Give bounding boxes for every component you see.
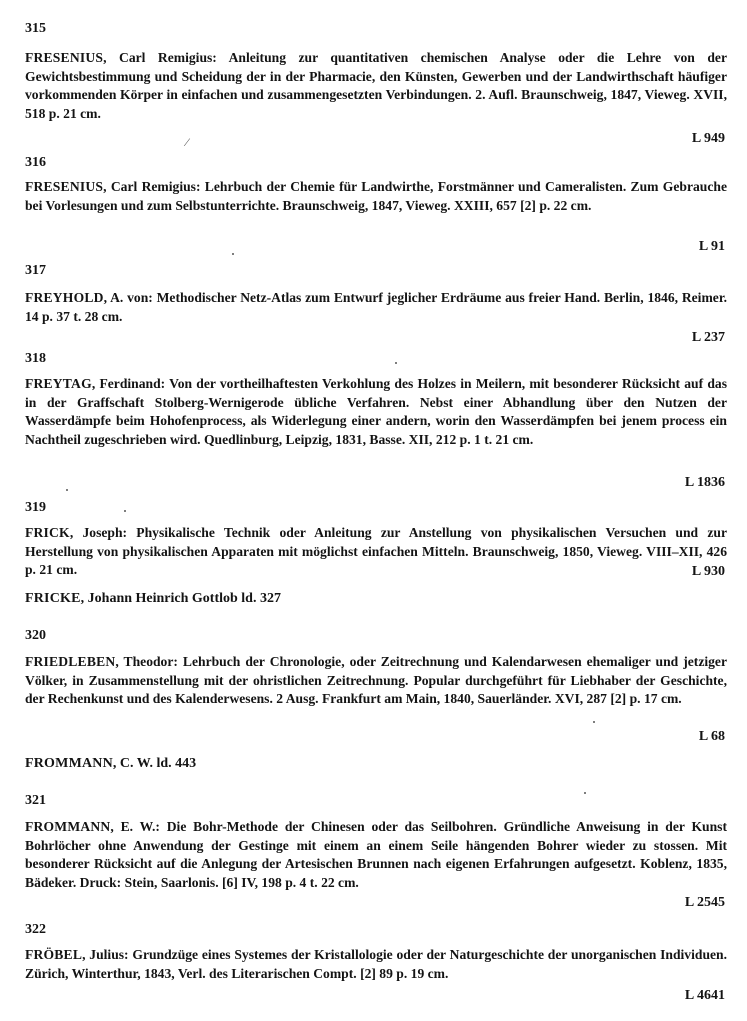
entry-body: , Joseph: Physikalische Technik oder Anleitung zur Anstellung von physikalischen Versuchen und zur Herstellung von physikalischen Apparaten mit möglichst einfachen Mitteln. Braunschweig, 1850, Vieweg. VIII–XII, 426 p. 21 cm.: [25, 525, 727, 577]
shelf-signature: L 68: [698, 729, 725, 744]
shelf-signature: L 930: [691, 564, 725, 579]
entry-number: 321: [25, 793, 46, 808]
scan-speck: [124, 510, 126, 512]
author-name: FREYHOLD: [25, 290, 104, 305]
author-name: FRÖBEL: [25, 947, 83, 962]
scan-speck: [584, 792, 586, 794]
shelf-signature: L 2545: [684, 895, 725, 910]
entry-body: , Julius: Grundzüge eines Systemes der Kristallologie oder der Naturgeschichte der unorganischen Individuen. Zürich, Winterthur, 1843, Verl. des Literarischen Compt. [2] 89 p. 19 cm.: [25, 947, 727, 981]
entry-number: 317: [25, 263, 46, 278]
shelf-signature: L 949: [691, 131, 725, 146]
shelf-signature: L 4641: [684, 988, 725, 1003]
author-name: FROMMANN: [25, 819, 111, 834]
entry-317: [25, 289, 727, 326]
entry-text: [25, 653, 727, 709]
entry-316: [25, 178, 727, 215]
scan-speck: [66, 489, 68, 491]
cross-reference-text: , Johann Heinrich Gottlob ld. 327: [80, 591, 281, 606]
entry-body: , A. von: Methodischer Netz-Atlas zum Entwurf jeglicher Erdräume aus freier Hand. Berlin, 1846, Reimer. 14 p. 37 t. 28 cm.: [25, 290, 727, 324]
author-name: FRICKE: [25, 591, 81, 606]
scan-speck: [232, 253, 234, 255]
cross-reference: [25, 755, 196, 774]
entry-number: 320: [25, 628, 46, 643]
entry-number: 315: [25, 21, 46, 36]
entry-318: [25, 375, 727, 449]
entry-body: , Carl Remigius: Lehrbuch der Chemie für Landwirthe, Forstmänner und Cameralisten. Zum Gebrauche bei Vorlesungen und zum Selbstunterrichte. Braunschweig, 1847, Vieweg. XXIII, 657 [2] p. 22 cm.: [25, 179, 727, 213]
entry-text: [25, 375, 727, 449]
entry-322: [25, 946, 727, 983]
author-name: FRICK: [25, 525, 70, 540]
entry-321: [25, 818, 727, 892]
author-name: FRIEDLEBEN: [25, 654, 116, 669]
entry-text: [25, 524, 727, 580]
entry-320: [25, 653, 727, 709]
author-name: FRESENIUS: [25, 50, 104, 65]
entry-number: 319: [25, 500, 46, 515]
scan-speck: [395, 362, 397, 364]
scan-speck: [593, 721, 595, 723]
shelf-signature: L 237: [691, 330, 725, 345]
cross-reference: [25, 590, 281, 609]
entry-315: [25, 49, 727, 123]
entry-body: , Theodor: Lehrbuch der Chronologie, oder Zeitrechnung und Kalendarwesen ehemaliger und jetziger Völker, in Zusammenstellung mit der ohristlichen Zeitrechnung. Popular durchgeführt für Liebhaber der Geschichte, der Rechenkunst und des Kalenderwesens. 2 Ausg. Frankfurt am Main, 1840, Sauerländer. XVI, 287 [2] p. 17 cm.: [25, 654, 727, 706]
entry-text: [25, 49, 727, 123]
shelf-signature: L 1836: [684, 475, 725, 490]
entry-text: [25, 289, 727, 326]
author-name: FREYTAG: [25, 376, 92, 391]
scan-mark: ⁄: [186, 135, 189, 149]
entry-number: 322: [25, 922, 46, 937]
entry-text: [25, 946, 727, 983]
entry-number: 318: [25, 351, 46, 366]
entry-text: [25, 818, 727, 892]
entry-body: , E. W.: Die Bohr-Methode der Chinesen oder das Seilbohren. Gründliche Anweisung in der Kunst Bohrlöcher ohne Anwendung der Gestinge mit einem an einem Seile hängenden Bohrer wieder zu stossen. Mit besonderer Rücksicht auf die Anlegung der Artesischen Brunnen nach eigenen Erfahrungen aufgesetzt. Koblenz, 1835, Bädeker. Druck: Stein, Saarlonis. [6] IV, 198 p. 4 t. 22 cm.: [25, 819, 727, 890]
cross-reference-text: , C. W. ld. 443: [112, 756, 197, 771]
entry-number: 316: [25, 155, 46, 170]
author-name: FROMMANN: [25, 756, 113, 771]
entry-body: , Ferdinand: Von der vortheilhaftesten Verkohlung des Holzes in Meilern, mit besonderer Rücksicht auf das in der Graffschaft Stolberg-Wernigerode übliche Verfahren. Nebst einer Abhandlung über den Nutzen der Wasserdämpfe beim Hohofenprocess, als Widerlegung einer andern, worin den Wasserdämpfen bei jenem process ein Nachtheil zugeschrieben wird. Quedlinburg, Leipzig, 1831, Basse. XII, 212 p. 1 t. 21 cm.: [25, 376, 727, 447]
entry-319: [25, 524, 727, 580]
entry-body: , Carl Remigius: Anleitung zur quantitativen chemischen Analyse oder die Lehre von der Gewichtsbestimmung und Scheidung der in der Pharmacie, den Künsten, Gewerben und der Landwirthschaft häufiger vorkommenden Körper in einfachen und zusammengesetzten Verbindungen. 2. Aufl. Braunschweig, 1847, Vieweg. XVII, 518 p. 21 cm.: [25, 50, 727, 121]
shelf-signature: L 91: [698, 239, 725, 254]
author-name: FRESENIUS: [25, 179, 104, 194]
entry-text: [25, 178, 727, 215]
